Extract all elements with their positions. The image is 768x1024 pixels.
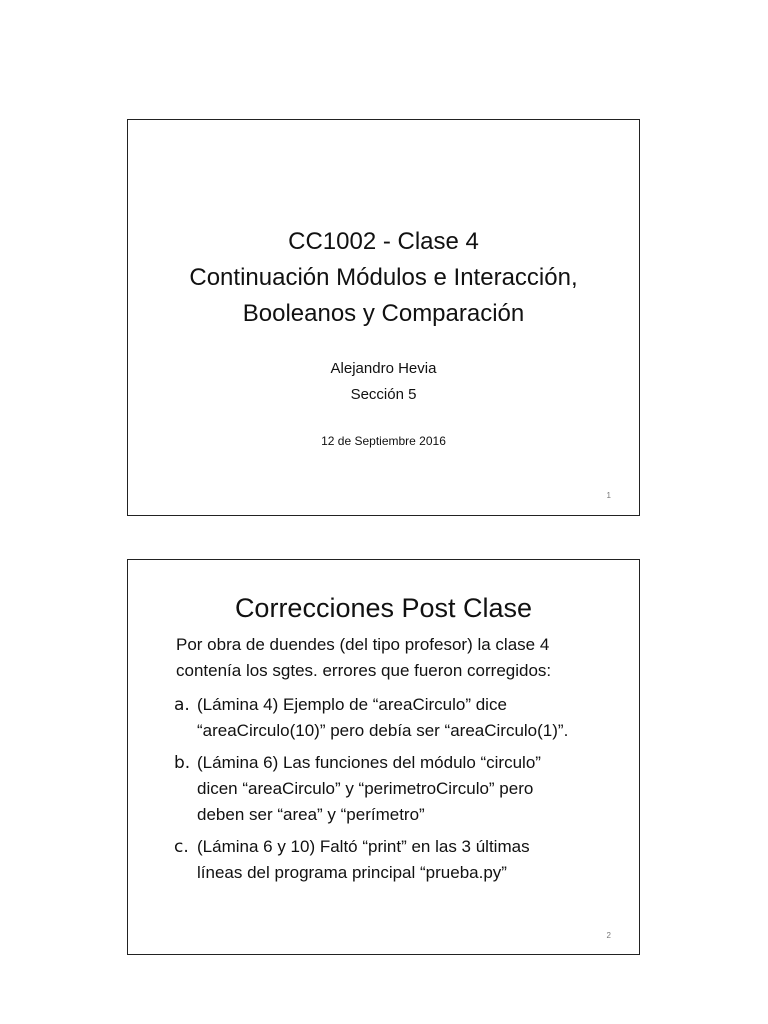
list-item-line: (Lámina 6 y 10) Faltó “print” en las 3 últimas: [197, 837, 530, 856]
author-name: Alejandro Hevia: [330, 360, 437, 377]
list-item: [174, 834, 624, 886]
list-marker: b.: [174, 753, 191, 773]
list-item-line: “areaCirculo(10)” pero debía ser “areaCirculo(1)”.: [197, 721, 569, 740]
slide-title: [128, 224, 639, 332]
list-marker: a.: [174, 695, 190, 715]
list-item-line: (Lámina 6) Las funciones del módulo “circulo”: [197, 753, 541, 772]
list-item-line: líneas del programa principal “prueba.py”: [197, 863, 507, 882]
slide-2: [127, 559, 640, 955]
slide-title: Correcciones Post Clase: [234, 593, 533, 623]
slide-number: 1: [606, 491, 611, 500]
list-item-line: (Lámina 4) Ejemplo de “areaCirculo” dice: [197, 695, 507, 714]
title-line-2: Continuación Módulos e Interacción,: [189, 264, 578, 291]
list-item: [174, 692, 624, 744]
corrections-list: [174, 692, 624, 892]
list-item-line: deben ser “area” y “perímetro”: [197, 805, 425, 824]
section-label: Sección 5: [350, 386, 417, 403]
list-item-line: dicen “areaCirculo” y “perimetroCirculo” pero: [197, 779, 534, 798]
intro-line-1: Por obra de duendes (del tipo profesor) la clase 4: [176, 635, 550, 654]
list-marker: c.: [174, 837, 189, 857]
author-block: [128, 356, 639, 408]
presentation-date: 12 de Septiembre 2016: [321, 434, 446, 448]
list-item: [174, 750, 624, 828]
intro-line-2: contenía los sgtes. errores que fueron corregidos:: [176, 661, 552, 680]
slide-1: [127, 119, 640, 516]
title-line-3: Booleanos y Comparación: [242, 300, 525, 327]
intro-text: [176, 632, 616, 684]
slide-number: 2: [606, 931, 611, 940]
title-line-1: CC1002 - Clase 4: [288, 228, 479, 255]
